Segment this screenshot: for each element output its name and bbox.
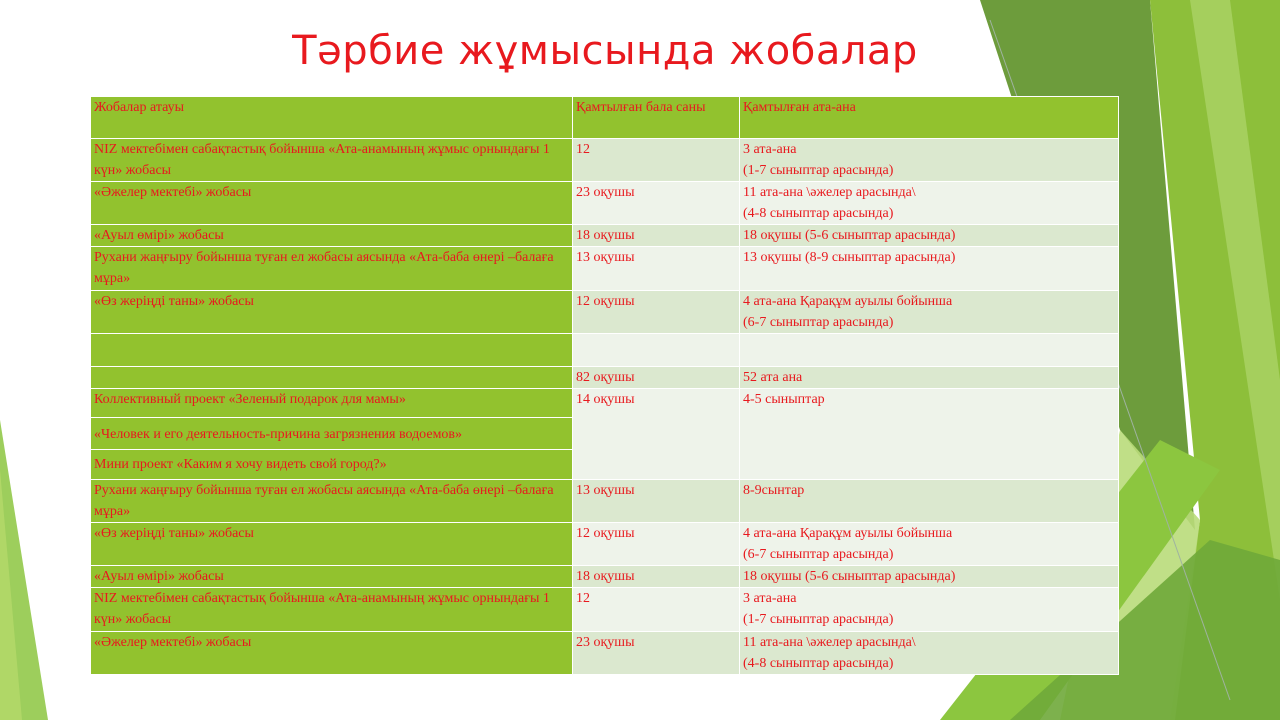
parents-cell: 18 оқушы (5-6 сыныптар арасында): [740, 566, 1119, 588]
parents-line: 3 ата-ана: [743, 591, 797, 606]
children-cell: 23 оқушы: [573, 632, 740, 675]
children-cell: 23 оқушы: [573, 182, 740, 225]
table-row: [91, 480, 1119, 523]
column-header-children-count: Қамтылған бала саны: [573, 97, 740, 139]
project-name-cell: «Өз жеріңді таны» жобасы: [91, 291, 573, 334]
table-row: [91, 566, 1119, 588]
project-name-cell: NIZ мектебімен сабақтастық бойынша «Ата-анамының жұмыс орнындағы 1 күн» жобасы: [91, 139, 573, 182]
page-title: Тәрбие жұмысында жобалар: [292, 28, 918, 74]
project-name-cell: «Человек и его деятельность-причина загрязнения водоемов»: [91, 418, 573, 450]
project-name-cell: «Ауыл өмірі» жобасы: [91, 566, 573, 588]
parents-line: (1-7 сыныптар арасында): [743, 612, 894, 627]
parents-cell: 18 оқушы (5-6 сыныптар арасында): [740, 225, 1119, 247]
parents-cell: [740, 523, 1119, 566]
parents-line: (6-7 сыныптар арасында): [743, 547, 894, 562]
project-name-cell: Рухани жаңғыру бойынша туған ел жобасы аясында «Ата-баба өнері –балаға мұра»: [91, 247, 573, 291]
column-header-parents-count: Қамтылған ата-ана: [740, 97, 1119, 139]
parents-cell: [740, 139, 1119, 182]
children-cell: 12 оқушы: [573, 523, 740, 566]
table-header-row: [91, 97, 1119, 139]
children-cell: 13 оқушы: [573, 480, 740, 523]
parents-cell: [740, 632, 1119, 675]
children-cell: 14 оқушы: [573, 389, 740, 480]
project-name-cell: [91, 367, 573, 389]
children-total-cell: 82 оқушы: [573, 367, 740, 389]
table-row: [91, 389, 1119, 418]
table-row: [91, 139, 1119, 182]
project-name-cell: NIZ мектебімен сабақтастық бойынша «Ата-анамының жұмыс орнындағы 1 күн» жобасы: [91, 588, 573, 632]
parents-line: 3 ата-ана: [743, 142, 797, 157]
column-header-project-name: Жобалар атауы: [91, 97, 573, 139]
parents-cell: 4-5 сыныптар: [740, 389, 1119, 480]
project-name-cell: «Әжелер мектебі» жобасы: [91, 632, 573, 675]
children-cell: 18 оқушы: [573, 225, 740, 247]
project-name-cell: Мини проект «Каким я хочу видеть свой город?»: [91, 450, 573, 480]
project-name-cell: «Ауыл өмірі» жобасы: [91, 225, 573, 247]
table-row: [91, 247, 1119, 291]
parents-line: 11 ата-ана \әжелер арасында\: [743, 635, 916, 650]
children-cell: 13 оқушы: [573, 247, 740, 291]
parents-line: (1-7 сыныптар арасында): [743, 163, 894, 178]
parents-cell: [740, 182, 1119, 225]
table-row: [91, 182, 1119, 225]
project-name-cell: «Өз жеріңді таны» жобасы: [91, 523, 573, 566]
parents-line: 4 ата-ана Қарақұм ауылы бойынша: [743, 294, 953, 309]
project-name-cell: Коллективный проект «Зеленый подарок для мамы»: [91, 389, 573, 418]
parents-line: (4-8 сыныптар арасында): [743, 206, 894, 221]
table-row: [91, 523, 1119, 566]
table-row: [91, 588, 1119, 632]
children-cell: 12: [573, 588, 740, 632]
project-name-cell: «Әжелер мектебі» жобасы: [91, 182, 573, 225]
table-row-total: [91, 367, 1119, 389]
parents-cell: 13 оқушы (8-9 сыныптар арасында): [740, 247, 1119, 291]
parents-cell: [740, 334, 1119, 367]
parents-cell: [740, 291, 1119, 334]
table-row: [91, 632, 1119, 675]
children-cell: [573, 334, 740, 367]
parents-line: 11 ата-ана \әжелер арасында\: [743, 185, 916, 200]
parents-cell: 8-9сынтар: [740, 480, 1119, 523]
project-name-cell: Рухани жаңғыру бойынша туған ел жобасы аясында «Ата-баба өнері –балаға мұра»: [91, 480, 573, 523]
children-cell: 12: [573, 139, 740, 182]
children-cell: 18 оқушы: [573, 566, 740, 588]
children-cell: 12 оқушы: [573, 291, 740, 334]
parents-cell: [740, 588, 1119, 632]
parents-line: 4 ата-ана Қарақұм ауылы бойынша: [743, 526, 953, 541]
table-row: [91, 225, 1119, 247]
parents-line: (4-8 сыныптар арасында): [743, 656, 894, 671]
project-name-cell: [91, 334, 573, 367]
parents-total-cell: 52 ата ана: [740, 367, 1119, 389]
table-row: [91, 291, 1119, 334]
table-row-empty: [91, 334, 1119, 367]
parents-line: (6-7 сыныптар арасында): [743, 315, 894, 330]
projects-table: [90, 96, 1119, 675]
